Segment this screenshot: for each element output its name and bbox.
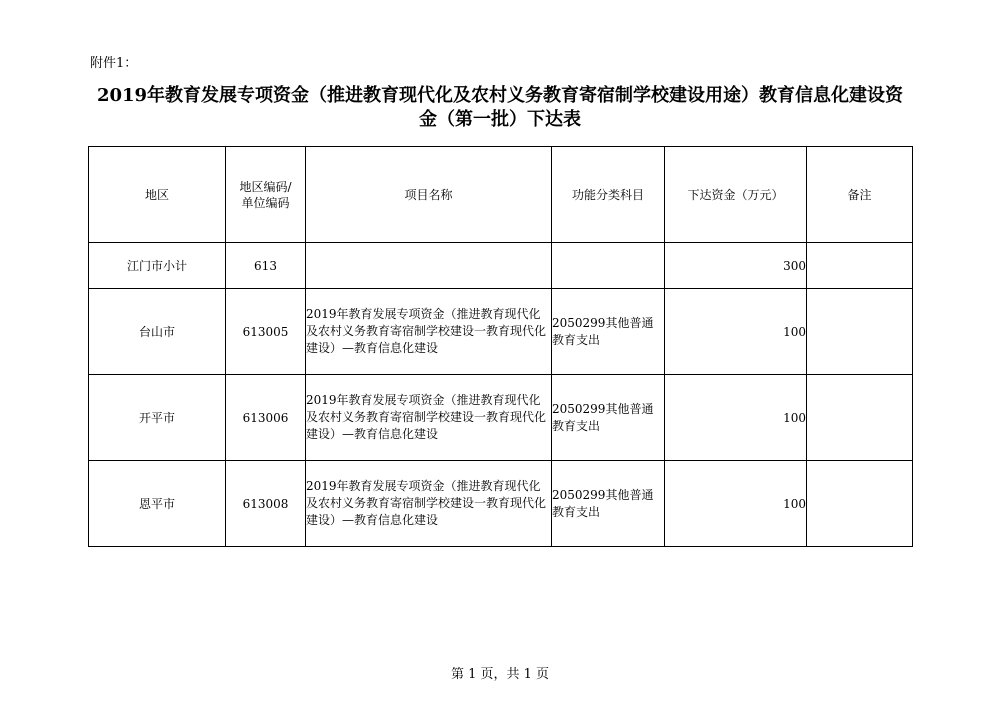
table-row — [89, 461, 913, 547]
row-remark — [807, 289, 913, 375]
header-code-line2: 单位编码 — [241, 195, 290, 210]
subtotal-row — [89, 243, 913, 289]
table-row — [89, 289, 913, 375]
header-remark: 备注 — [807, 147, 913, 243]
subtotal-remark — [807, 243, 913, 289]
row-amount: 100 — [665, 461, 807, 547]
row-category: 2050299其他普通教育支出 — [552, 375, 665, 461]
row-project: 2019年教育发展专项资金（推进教育现代化及农村义务教育寄宿制学校建设一教育现代化建设）—教育信息化建设 — [306, 461, 552, 547]
row-project: 2019年教育发展专项资金（推进教育现代化及农村义务教育寄宿制学校建设一教育现代化建设）—教育信息化建设 — [306, 289, 552, 375]
row-remark — [807, 461, 913, 547]
row-code: 613006 — [226, 375, 306, 461]
table-row — [89, 375, 913, 461]
subtotal-amount: 300 — [665, 243, 807, 289]
table-header-row — [89, 147, 913, 243]
row-category: 2050299其他普通教育支出 — [552, 461, 665, 547]
row-region: 恩平市 — [89, 461, 226, 547]
header-amount: 下达资金（万元） — [665, 147, 807, 243]
page-footer: 第 1 页，共 1 页 — [450, 667, 550, 682]
subtotal-region: 江门市小计 — [89, 243, 226, 289]
header-category: 功能分类科目 — [552, 147, 665, 243]
row-amount: 100 — [665, 289, 807, 375]
row-code: 613005 — [226, 289, 306, 375]
allocation-table — [88, 146, 913, 547]
attachment-label: 附件1： — [90, 56, 138, 71]
row-region: 台山市 — [89, 289, 226, 375]
document-title: 2019年教育发展专项资金（推进教育现代化及农村义务教育寄宿制学校建设用途）教育信息化建设资金（第一批）下达表 — [96, 85, 904, 130]
subtotal-code: 613 — [226, 243, 306, 289]
header-code — [226, 147, 306, 243]
row-region: 开平市 — [89, 375, 226, 461]
row-project: 2019年教育发展专项资金（推进教育现代化及农村义务教育寄宿制学校建设一教育现代化建设）—教育信息化建设 — [306, 375, 552, 461]
header-code-line1: 地区编码/ — [239, 179, 292, 194]
row-amount: 100 — [665, 375, 807, 461]
row-remark — [807, 375, 913, 461]
row-category: 2050299其他普通教育支出 — [552, 289, 665, 375]
subtotal-project — [306, 243, 552, 289]
header-region: 地区 — [89, 147, 226, 243]
row-code: 613008 — [226, 461, 306, 547]
subtotal-category — [552, 243, 665, 289]
header-project: 项目名称 — [306, 147, 552, 243]
